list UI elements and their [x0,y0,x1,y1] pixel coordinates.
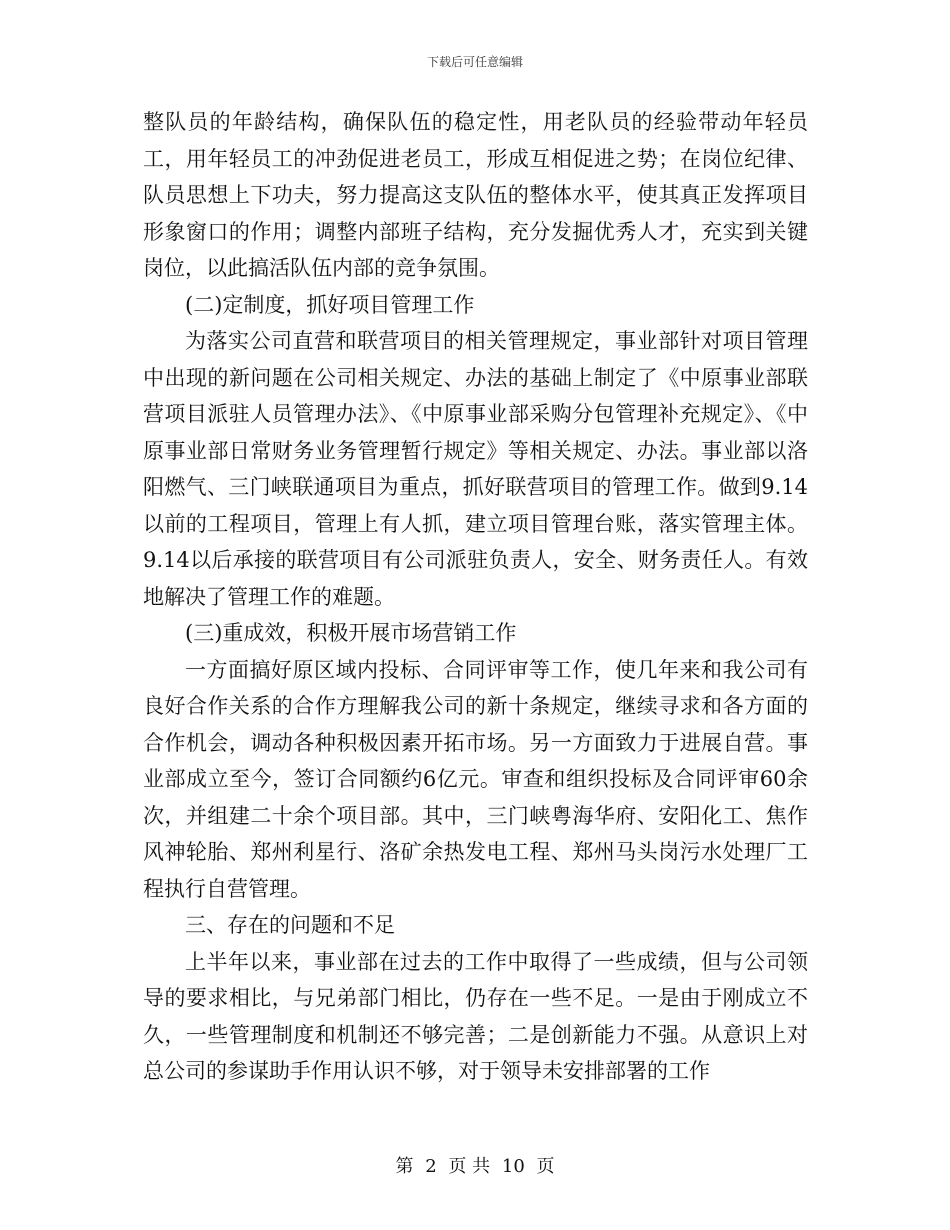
footer-middle: 页 共 [448,1156,491,1177]
paragraph-continued: 整队员的年龄结构，确保队伍的稳定性，用老队员的经验带动年轻员工，用年轻员工的冲劲促进老员工，形成互相促进之势；在岗位纪律、队员思想上下功夫，努力提高这支队伍的整体水平，使其真正发挥项目形象窗口的作用；调整内部班子结构，充分发掘优秀人才，充实到关键岗位，以此搞活队伍内部的竞争氛围。 [143,110,808,280]
current-page-number: 2 [425,1156,437,1177]
footer-suffix: 页 [536,1156,555,1177]
paragraph: 为落实公司直营和联营项目的相关管理规定，事业部针对项目管理中出现的新问题在公司相关规定、办法的基础上制定了《中原事业部联营项目派驻人员管理办法》、《中原事业部采购分包管理补充规定》、《中原事业部日常财务业务管理暂行规定》等相关规定、办法。事业部以洛阳燃气、三门峡联通项目为重点，抓好联营项目的管理工作。做到9.14以前的工程项目，管理上有人抓，建立项目管理台账，落实管理主体。9.14以后承接的联营项目有公司派驻负责人，安全、财务责任人。有效地解决了管理工作的难题。 [143,329,808,609]
paragraph: 一方面搞好原区域内投标、合同评审等工作，使几年来和我公司有良好合作关系的合作方理解我公司的新十条规定，继续寻求和各方面的合作机会，调动各种积极因素开拓市场。另一方面致力于进展自营。事业部成立至今，签订合同额约6亿元。审查和组织投标及合同评审60余次，并组建二十余个项目部。其中，三门峡粤海华府、安阳化工、焦作风神轮胎、郑州利星行、洛矿余热发电工程、郑州马头岗污水处理厂工程执行自营管理。 [143,657,808,901]
footer-prefix: 第 [395,1156,414,1177]
section-heading-2: (二)定制度，抓好项目管理工作 [185,292,475,317]
total-page-count: 10 [501,1156,525,1177]
section-heading-3: (三)重成效，积极开展市场营销工作 [185,621,517,645]
paragraph: 上半年以来，事业部在过去的工作中取得了一些成绩，但与公司领导的要求相比，与兄弟部门相比，仍存在一些不足。一是由于刚成立不久，一些管理制度和机制还不够完善；二是创新能力不强。从意识上对总公司的参谋助手作用认识不够，对于领导未安排部署的工作 [143,949,808,1083]
document-body [143,104,808,1090]
page-header: 下载后可任意编辑 [426,55,523,69]
page-footer [0,1152,950,1178]
section-heading-problems: 三、存在的问题和不足 [185,913,395,937]
